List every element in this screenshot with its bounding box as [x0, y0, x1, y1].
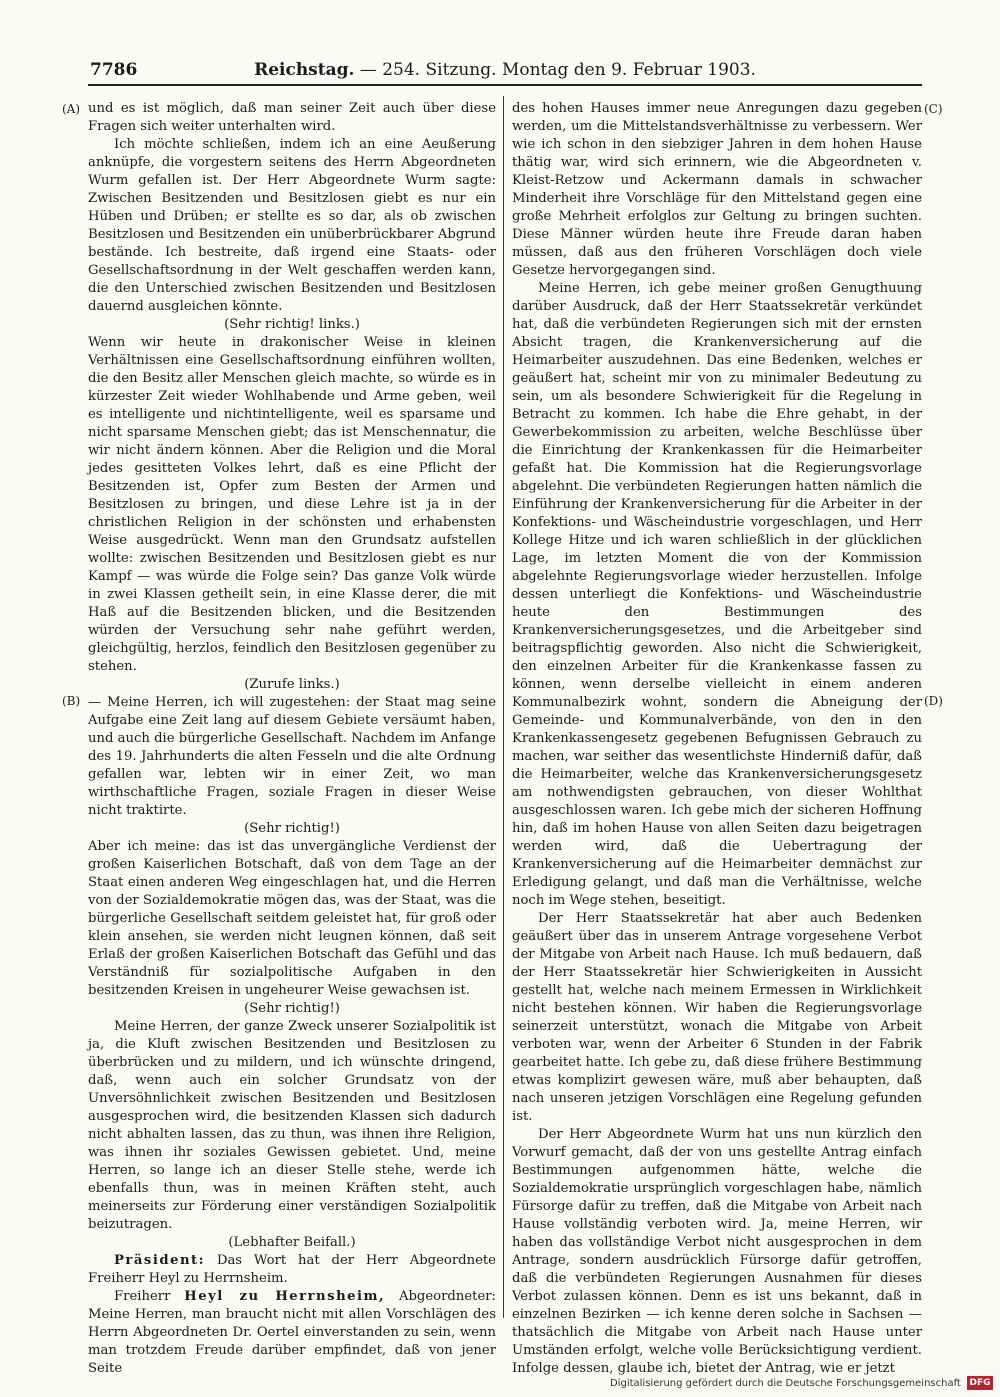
paragraph: des hohen Hauses immer neue Anregungen dazu gegeben werden, um die Mittelstandsverhältnisse zu verbessern. Wer wie ich schon in den siebziger Jahren in dem hohen Hause thätig war, wird sich erinnern, wie die Abgeordneten v. Kleist-Retzow und Ackermann damals in schwacher Minderheit ihre Vorschläge für den Mittelstand gegen eine große Mehrheit erfolglos zur Geltung zu bringen suchten. Diese Männer würden heute ihre Freude daran haben müssen, daß aus den früheren Vorschlägen doch viele Gesetze hervorgegangen sind.	[512, 101, 922, 278]
paragraph: Aber ich meine: das ist das unvergängliche Verdienst der großen Kaiserlichen Botschaft, daß von dem Tage an der Staat einen anderen Weg eingeschlagen hat, und die Herren von der Sozialdemokratie mögen das, was der Staat, was die bürgerliche Gesellschaft seitdem geleistet hat, für groß oder klein ansehen, sie werden nicht leugnen können, daß seit Erlaß der großen Kaiserlichen Botschaft das Gefühl und das Verständniß für sozialpolitische Aufgaben in den besitzenden Kreisen in ungeheurer Weise gewachsen ist.	[88, 839, 496, 998]
president-paragraph	[88, 1252, 496, 1288]
interjection: (Sehr richtig! links.)	[224, 317, 360, 332]
column-divider	[503, 96, 504, 1318]
margin-mark-c: (C)	[924, 102, 943, 116]
speaker-name: Heyl zu Herrnsheim,	[184, 1289, 386, 1304]
interjection: (Zurufe links.)	[244, 677, 340, 692]
paragraph: Der Herr Abgeordnete Wurm hat uns nun kürzlich den Vorwurf gemacht, daß der von uns gestellte Antrag einfach Bestimmungen aufgenommen hätte, welche die Sozialdemokratie ursprünglich vorgeschlagen habe, nämlich Fürsorge dafür zu treffen, daß die Mitgabe von Arbeit nach Hause vollständig verboten wird. Ja, meine Herren, wir haben das vollständige Verbot nicht ausgesprochen in dem Antrage, sondern ausdrücklich Fürsorge dafür getroffen, daß die verbündeten Regierungen Ausnahmen für dieses Verbot zulassen können. Denn es ist uns bekannt, daß in einzelnen Bezirken — ich kenne deren solche in Sachsen — thatsächlich die Mitgabe von Arbeit nach Hause unter Umständen erfolgt, welche volle Berücksichtigung verdient. Infolge dessen, glaube ich, bietet der Antrag, wie er jetzt	[512, 1127, 922, 1376]
paragraph: Der Herr Staatssekretär hat aber auch Bedenken geäußert über das in unserem Antrage vorgesehene Verbot der Mitgabe von Arbeit nach Hause. Ich muß bedauern, daß der Herr Staatssekretär hier Schwierigkeiten in Aussicht gestellt hat, welche nach meinem Ermessen in Wirklichkeit nicht bestehen können. Wir haben die Regierungsvorlage seinerzeit unterstützt, wonach die Mitgabe von Arbeit verboten war, wenn der Arbeiter 6 Stunden in der Fabrik gearbeitet hatte. Ich gebe zu, daß diese frühere Bestimmung etwas komplizirt gewesen wäre, muß aber behaupten, daß nach unseren jetzigen Vorschlägen eine Regelung gefunden ist.	[512, 911, 922, 1124]
left-column	[88, 100, 496, 1376]
right-column	[512, 100, 922, 1376]
paragraph: und es ist möglich, daß man seiner Zeit auch über diese Fragen sich weiter unterhalten wird.	[88, 101, 496, 134]
running-head-session: — 254. Sitzung. Montag den 9. Februar 1903.	[354, 60, 756, 80]
president-label: Präsident:	[114, 1253, 206, 1268]
running-head	[90, 58, 920, 82]
digitization-credit: Digitalisierung gefördert durch die Deutsche Forschungsgemeinschaft	[610, 1378, 961, 1389]
paragraph: — Meine Herren, ich will zugestehen: der Staat mag seine Aufgabe eine Zeit lang auf diesem Gebiete versäumt haben, und auch die bürgerliche Gesellschaft. Nachdem im Anfange des 19. Jahrhunderts die alten Fesseln und die alte Ordnung gefallen war, lebten wir in einer Zeit, wo man wirthschaftliche Fragen, soziale Fragen in dieser Weise nicht traktirte.	[88, 695, 496, 818]
speaker-text: Abgeordneter: Meine Herren, man braucht nicht mit allen Vorschlägen des Herrn Abgeordneten Dr. Oertel einverstanden zu sein, wenn man trotzdem Freude darüber empfindet, daß von jener Seite	[88, 1289, 496, 1376]
paragraph: Wenn wir heute in drakonischer Weise in kleinen Verhältnissen eine Gesellschaftsordnung einführen wollten, die den Besitz aller Menschen gleich machte, so würde es in kürzester Zeit wieder Wohlhabende und Arme geben, weil es intelligente und nichtintelligente, weil es sparsame und nicht sparsame Menschen giebt; das ist Menschennatur, die wir nicht ändern können. Aber die Religion und die Moral jedes gesitteten Volkes lehrt, daß es eine Pflicht der Besitzenden ist, Opfer zum Besten der Armen und Besitzlosen zu bringen, und diese Lehre ist ja in der christlichen Religion in der schönsten und erhabensten Weise ausgedrückt. Wenn man den Grundsatz aufstellen wollte: zwischen Besitzenden und Besitzlosen giebt es nur Kampf — was würde die Folge sein? Das ganze Volk würde in zwei Klassen getheilt sein, in eine Klasse derer, die mit Haß auf die Besitzenden blicken, und die Besitzenden würden der Versuchung sehr nahe geführt werden, gleichgültig, herzlos, feindlich den Besitzlosen gegenüber zu stehen.	[88, 335, 496, 674]
paragraph: Meine Herren, ich gebe meiner großen Genugthuung darüber Ausdruck, daß der Herr Staatssekretär verkündet hat, daß die verbündeten Regierungen sich mit der ernsten Absicht tragen, die Krankenversicherung auf die Heimarbeiter auszudehnen. Das eine Bedenken, welches er geäußert hat, scheint mir von zu minimaler Bedeutung zu sein, um als besondere Schwierigkeit für die Regelung in Betracht zu kommen. Ich habe die Ehre gehabt, in der Gewerbekommission zu arbeiten, welche Beschlüsse über die Einrichtung der Krankenkassen für die Heimarbeiter gefaßt hat. Die Kommission hat die Regierungsvorlage abgelehnt. Die verbündeten Regierungen hatten nämlich die Einführung der Krankenversicherung für die Arbeiter in der Konfektions- und Wäscheindustrie vorgeschlagen, und Herr Kollege Hitze und ich waren schließlich in der glücklichen Lage, im letzten Moment die von der Kommission abgelehnte Regierungsvorlage wieder herzustellen. Infolge dessen unterliegt die Konfektions- und Wäscheindustrie heute den Bestimmungen des Krankenversicherungsgesetzes, und die Arbeitgeber sind beitragspflichtig geworden. Also nicht die Schwierigkeit, den einzelnen Arbeiter für die Krankenkasse fassen zu können, wenn derselbe vielleicht in einem anderen Kommunalbezirk wohnt, sondern die Abneigung der Gemeinde- und Kommunalverbände, von den in den Krankenkassengesetz gegebenen Befugnissen Gebrauch zu machen, war seither das wesentlichste Hinderniß dafür, daß die Heimarbeiter, welche das Krankenversicherungsgesetz am nothwendigsten gebrauchen, von dieser Wohlthat ausgeschlossen waren. Ich gebe mich der sicheren Hoffnung hin, daß im hohen Hause von allen Seiten dazu beigetragen werden wird, daß die Uebertragung der Krankenversicherung auf die Heimarbeiter demnächst zur Erledigung gelangt, und daß man die Verhältnisse, welche noch im Wege stehen, beseitigt.	[512, 281, 922, 908]
header-rule	[88, 84, 922, 86]
president-text: Das Wort hat der Herr Abgeordnete Freiherr Heyl zu Herrnsheim.	[88, 1253, 496, 1286]
interjection: (Lebhafter Beifall.)	[228, 1235, 356, 1250]
paragraph: Ich möchte schließen, indem ich an eine Aeußerung anknüpfe, die vorgestern seitens des Herrn Abgeordneten Wurm gefallen ist. Der Herr Abgeordnete Wurm sagte: Zwischen Besitzenden und Besitzlosen giebt es nur ein Hüben und Drüben; er stellte es so dar, als ob zwischen Besitzlosen und Besitzenden ein unüberbrückbarer Abgrund bestände. Ich bestreite, daß irgend eine Staats- oder Gesellschaftsordnung in der Welt geschaffen werden kann, die den Unterschied zwischen Besitzenden und Besitzlosen dauernd ausgleichen könnte.	[88, 137, 496, 314]
running-head-title: Reichstag.	[254, 60, 355, 80]
interjection: (Sehr richtig!)	[244, 1001, 340, 1016]
paragraph: Meine Herren, der ganze Zweck unserer Sozialpolitik ist ja, die Kluft zwischen Besitzenden und Besitzlosen zu überbrücken und zu mildern, und ich wünschte dringend, daß, wenn auch ein solcher Grundsatz von der Unversöhnlichkeit zwischen Besitzenden und Besitzlosen ausgesprochen wird, die besitzenden Klassen sich dadurch nicht abhalten lassen, das zu thun, was ihnen ihre Religion, was ihnen ihr soziales Gewissen gebietet. Und, meine Herren, so lange ich an dieser Stelle stehe, werde ich ebenfalls thun, was in meinen Kräften steht, auch meinerseits zur Förderung einer verständigen Sozialpolitik beizutragen.	[88, 1019, 496, 1232]
dfg-logo: DFG	[967, 1376, 993, 1390]
speaker-paragraph	[88, 1288, 496, 1378]
page-number: 7786	[90, 60, 138, 80]
margin-mark-d: (D)	[924, 694, 943, 708]
speaker-prefix: Freiherr	[114, 1289, 185, 1304]
page-header	[90, 58, 920, 82]
margin-mark-b: (B)	[62, 694, 81, 708]
interjection: (Sehr richtig!)	[244, 821, 340, 836]
margin-mark-a: (A)	[62, 102, 81, 116]
